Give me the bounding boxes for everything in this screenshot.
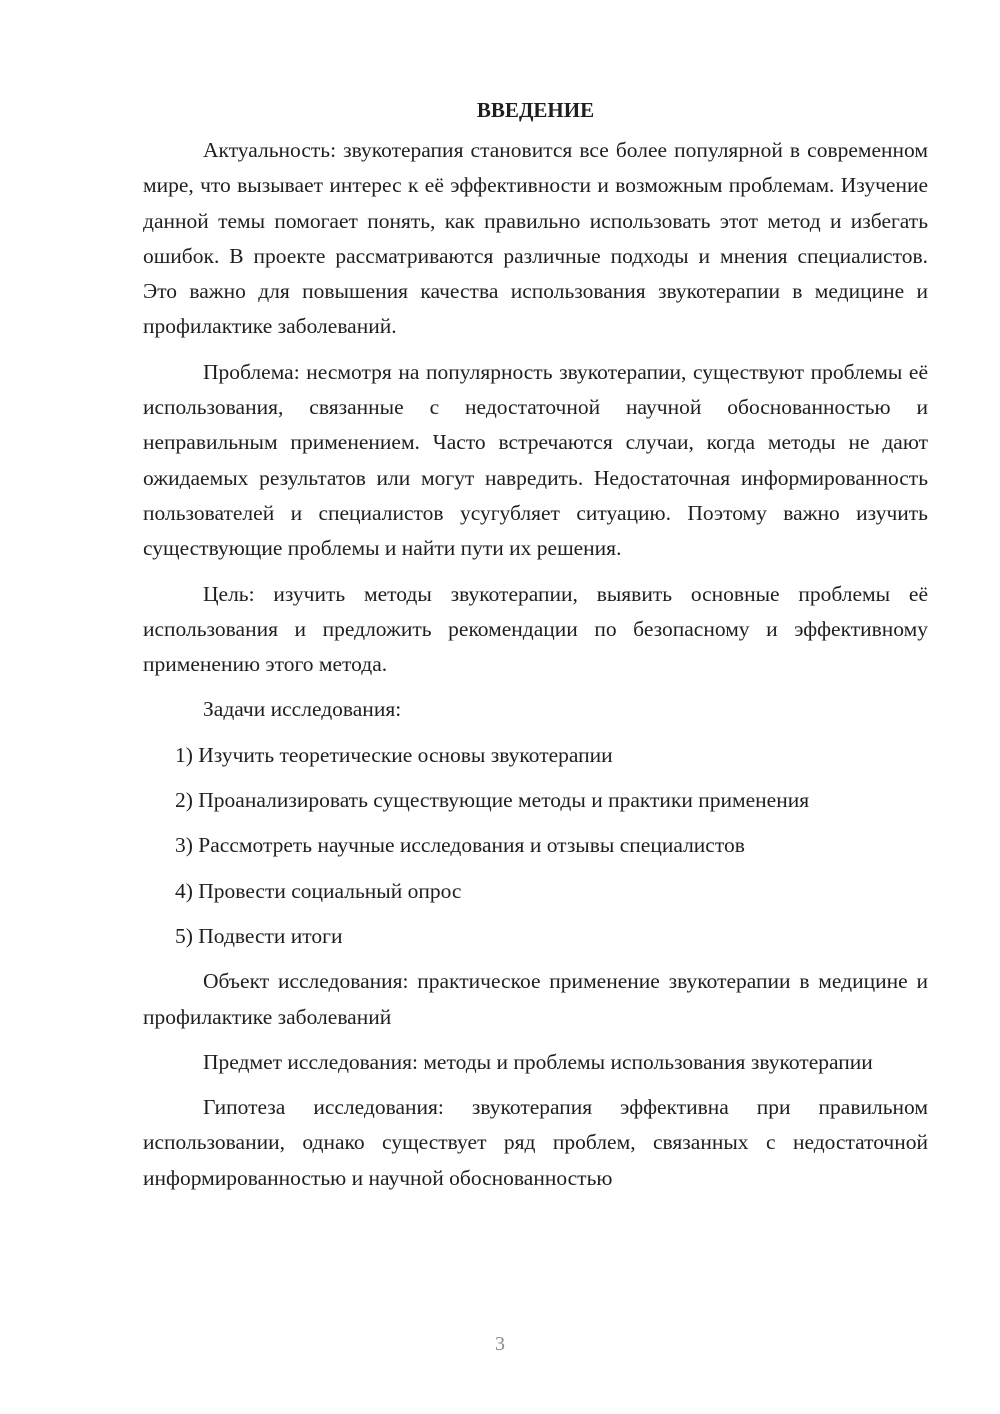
hypothesis-paragraph: Гипотеза исследования: звукотерапия эффективна при правильном использовании, однако существует ряд проблем, связанных с недостаточной информированностью и научной обоснованностью <box>143 1095 928 1190</box>
subject-paragraph: Предмет исследования: методы и проблемы использования звукотерапии <box>203 1049 873 1074</box>
task-item-5: 5) Подвести итоги <box>175 923 343 948</box>
task-item-2: 2) Проанализировать существующие методы и практики применения <box>175 788 810 813</box>
page-number: 3 <box>495 1333 505 1355</box>
page-content <box>143 95 928 1196</box>
problem-paragraph: Проблема: несмотря на популярность звукотерапии, существуют проблемы её использования, связанные с недостаточной научной обоснованностью и неправильным применением. Часто встречаются случаи, когда методы не дают ожидаемых результатов или могут навредить. Недостаточная информированность пользователей и специалистов усугубляет ситуацию. Поэтому важно изучить существующие проблемы и найти пути их решения. <box>143 359 928 561</box>
task-item-1: 1) Изучить теоретические основы звукотерапии <box>175 742 613 767</box>
relevance-paragraph: Актуальность: звукотерапия становится все более популярной в современном мире, что вызывает интерес к её эффективности и возможным проблемам. Изучение данной темы помогает понять, как правильно использовать этот метод и избегать ошибок. В проекте рассматриваются различные подходы и мнения специалистов. Это важно для повышения качества использования звукотерапии в медицине и профилактике заболеваний. <box>143 138 928 339</box>
task-item-4: 4) Провести социальный опрос <box>175 878 462 903</box>
goal-paragraph: Цель: изучить методы звукотерапии, выявить основные проблемы её использования и предложить рекомендации по безопасному и эффективному применению этого метода. <box>143 581 928 677</box>
object-paragraph: Объект исследования: практическое применение звукотерапии в медицине и профилактике заболеваний <box>143 969 928 1029</box>
section-heading: ВВЕДЕНИЕ <box>476 98 595 122</box>
tasks-heading: Задачи исследования: <box>203 697 402 722</box>
task-item-3: 3) Рассмотреть научные исследования и отзывы специалистов <box>175 833 745 858</box>
task-list <box>143 738 928 954</box>
